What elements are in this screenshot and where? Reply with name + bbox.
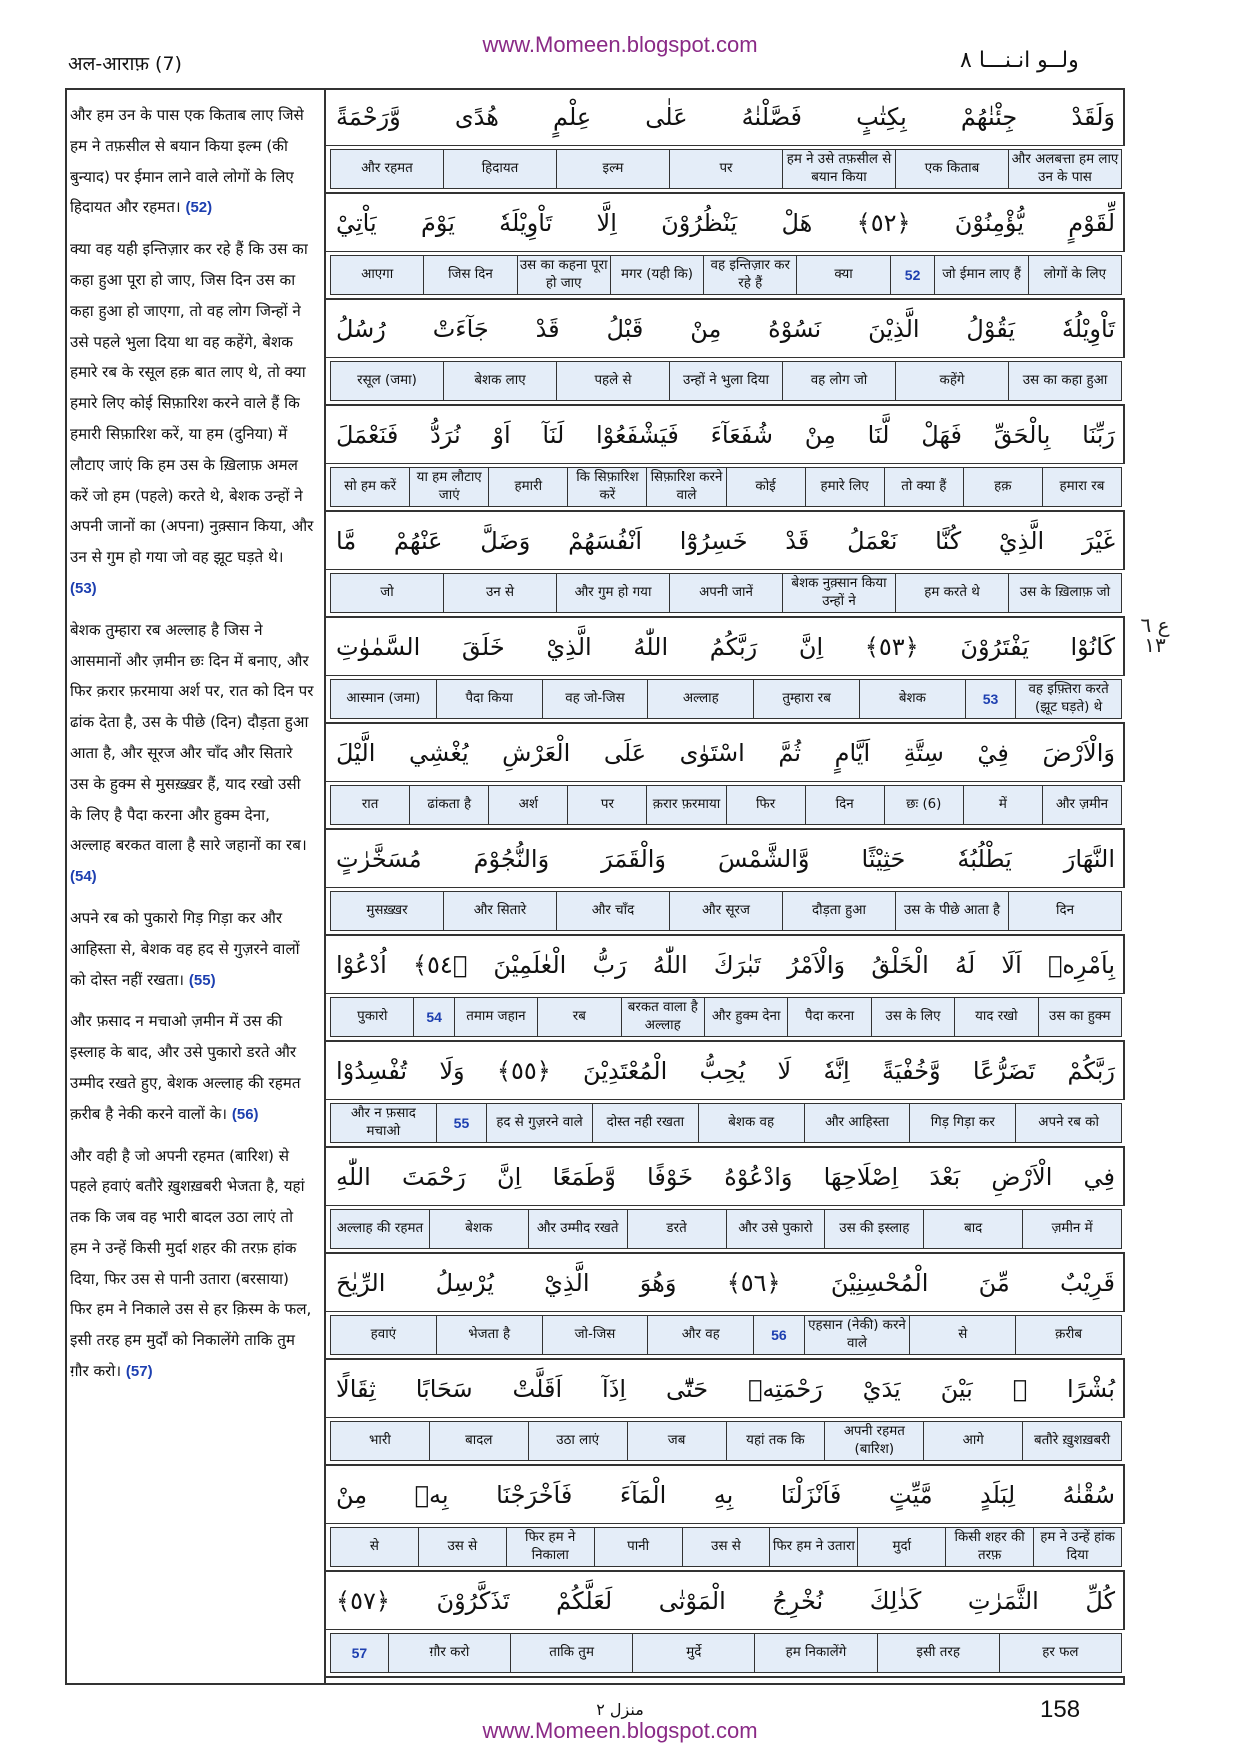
word-meaning-cell: में: [963, 785, 1043, 825]
word-meaning-cell: भेजता है: [436, 1315, 543, 1355]
word-meaning-cell: हम करते थे: [895, 573, 1009, 613]
word-meaning-cell: आएगा: [330, 255, 424, 295]
word-meaning-cell: गिड़ गिड़ा कर: [909, 1103, 1016, 1143]
arabic-verse-line: غَيْرَ الَّذِيْ كُنَّا نَعْمَلُ قَدْ خَسِرُوْٓا اَنْفُسَهُمْ وَضَلَّ عَنْهُمْ مَّا: [326, 512, 1125, 570]
word-meaning-cell: मगर (यही कि): [610, 255, 704, 295]
word-meaning-cell: बेशक: [859, 679, 966, 719]
word-meaning-cell: वह जो-जिस: [542, 679, 649, 719]
verse-number: (55): [188, 971, 216, 989]
word-meaning-cell: हमारा रब: [1042, 467, 1122, 507]
word-meaning-cell: छः (6): [884, 785, 964, 825]
word-meaning-row: [326, 358, 1125, 406]
translation-text: अपने रब को पुकारो गिड़ गिड़ा कर और आहिस्ता से, बेशक वह हद से गुज़रने वालों को दोस्त नहीं रखता।: [70, 908, 300, 989]
word-meaning-cell: उन्हों ने भुला दिया: [669, 361, 783, 401]
word-meaning-cell: उन से: [443, 573, 557, 613]
word-meaning-cell: पानी: [594, 1527, 683, 1567]
word-meaning-cell: लोगों के लिए: [1028, 255, 1122, 295]
manzil-label: منزل ٢: [596, 1700, 644, 1719]
word-meaning-cell: उठा लाएं: [528, 1421, 628, 1461]
word-meaning-cell: या हम लौटाए जाएं: [409, 467, 489, 507]
word-meaning-cell: उस का हुक्म: [1038, 997, 1122, 1037]
verse-number: (53): [70, 579, 97, 597]
juz-title: ولــو انـنـــا ٨: [960, 48, 1079, 73]
word-meaning-cell: एक किताब: [895, 149, 1009, 189]
word-meaning-cell: तो क्या हैं: [884, 467, 964, 507]
verse-number-cell: 54: [413, 997, 454, 1037]
word-meaning-row: [326, 994, 1125, 1042]
word-meaning-cell: और आहिस्ता: [804, 1103, 911, 1143]
verse-number-cell: 53: [965, 679, 1016, 719]
word-meaning-row: [326, 146, 1125, 194]
word-meaning-cell: उस के ख़िलाफ़ जो: [1008, 573, 1122, 613]
word-meaning-cell: और वह: [647, 1315, 754, 1355]
word-meaning-cell: बेशक वह: [698, 1103, 805, 1143]
verse-number: (54): [70, 868, 97, 886]
word-meaning-cell: दौड़ता हुआ: [782, 891, 896, 931]
word-meaning-cell: उस से: [418, 1527, 507, 1567]
arabic-verse-line: قَرِيْبٌ مِّنَ الْمُحْسِنِيْنَ ﴿٥٦﴾ وَهُوَ الَّذِيْ يُرْسِلُ الرِّيٰحَ: [326, 1254, 1125, 1312]
verse-number-cell: 56: [753, 1315, 804, 1355]
word-meaning-row: [326, 1312, 1125, 1360]
verse-number: (56): [231, 1105, 259, 1123]
arabic-verse-line: كُلِّ الثَّمَرٰتِ كَذٰلِكَ نُخْرِجُ الْمَوْتٰى لَعَلَّكُمْ تَذَكَّرُوْنَ ﴿٥٧﴾: [326, 1572, 1125, 1630]
word-meaning-cell: अल्लाह की रहमत: [330, 1209, 430, 1249]
word-meaning-cell: बाद: [923, 1209, 1023, 1249]
word-meaning-cell: जो: [330, 573, 444, 613]
word-meaning-cell: कोई: [726, 467, 806, 507]
word-meaning-cell: और ज़मीन: [1042, 785, 1122, 825]
translation-paragraph: [70, 615, 314, 893]
word-meaning-cell: कि सिफ़ारिश करें: [567, 467, 647, 507]
word-meaning-cell: और सितारे: [443, 891, 557, 931]
translation-text: और फ़साद न मचाओ ज़मीन में उस की इस्लाह के बाद, और उसे पुकारो डरते और उम्मीद रखते हुए, बेशक अल्लाह की रहमत क़रीब है नेकी करने वालों के।: [70, 1012, 301, 1123]
word-meaning-cell: मुर्दा: [857, 1527, 946, 1567]
word-meaning-cell: बादल: [429, 1421, 529, 1461]
word-meaning-cell: दोस्त नही रखता: [592, 1103, 699, 1143]
word-meaning-cell: ताकि तुम: [510, 1633, 633, 1673]
word-meaning-cell: हवाएं: [330, 1315, 437, 1355]
translation-paragraph: [70, 1141, 314, 1388]
translation-paragraph: [70, 903, 314, 996]
word-meaning-cell: सो हम करें: [330, 467, 410, 507]
word-meaning-cell: से: [330, 1527, 419, 1567]
word-meaning-cell: अपनी जानें: [669, 573, 783, 613]
word-meaning-cell: उस के लिए: [871, 997, 955, 1037]
word-meaning-cell: हमारी: [488, 467, 568, 507]
word-meaning-cell: और न फ़साद मचाओ: [330, 1103, 437, 1143]
arabic-verse-line: تَاْوِيْلُهٗ يَقُوْلُ الَّذِيْنَ نَسُوْهُ مِنْ قَبْلُ قَدْ جَآءَتْ رُسُلُ: [326, 300, 1125, 358]
word-meaning-cell: जब: [627, 1421, 727, 1461]
word-meaning-cell: और अलबत्ता हम लाए उन के पास: [1008, 149, 1122, 189]
word-meaning-cell: पर: [567, 785, 647, 825]
word-meaning-cell: हिदायत: [443, 149, 557, 189]
word-meaning-cell: तुम्हारा रब: [753, 679, 860, 719]
verse-number-cell: 55: [436, 1103, 487, 1143]
word-meaning-cell: रात: [330, 785, 410, 825]
word-meaning-cell: जिस दिन: [423, 255, 517, 295]
word-meaning-cell: क्या: [796, 255, 890, 295]
word-meaning-cell: ज़मीन में: [1022, 1209, 1122, 1249]
translation-paragraph: [70, 234, 314, 605]
word-meaning-cell: ढांकता है: [409, 785, 489, 825]
word-meaning-cell: यहां तक कि: [726, 1421, 826, 1461]
word-meaning-cell: मुसख़्ख़र: [330, 891, 444, 931]
word-meaning-row: [326, 1206, 1125, 1254]
word-meaning-cell: हद से गुज़रने वाले: [486, 1103, 593, 1143]
word-meaning-cell: उस का कहना पूरा हो जाए: [517, 255, 611, 295]
word-meaning-cell: रब: [537, 997, 621, 1037]
translation-text: और वही है जो अपनी रहमत (बारिश) से पहले हवाएं बतौरे ख़ुशख़बरी भेजता है, यहां तक कि जब वह भारी बादल उठा लाएं तो हम ने उन्हें किसी मुर्दा शहर की तरफ़ हांक दिया, फिर उस से पानी उतारा (बरसाया) फिर हम ने निकाले उस से हर क़िस्म के फल, इसी तरह हम मुर्दों को निकालेंगे ताकि तुम ग़ौर करो।: [70, 1146, 312, 1381]
word-meaning-cell: फिर: [726, 785, 806, 825]
verse-number-cell: 57: [330, 1633, 389, 1673]
word-meaning-cell: अर्श: [488, 785, 568, 825]
word-meaning-row: [326, 782, 1125, 830]
site-url-bottom[interactable]: www.Momeen.blogspot.com: [482, 1718, 758, 1743]
arabic-verse-line: رَبِّنَا بِالْحَقِّ فَهَلْ لَّنَا مِنْ شُفَعَآءَ فَيَشْفَعُوْا لَنَآ اَوْ نُرَدُّ فَنَعْمَلَ: [326, 406, 1125, 464]
translation-paragraph: [70, 100, 314, 224]
word-meaning-cell: और चाँद: [556, 891, 670, 931]
ruku-marker: ع ٦ ١٣: [1140, 613, 1170, 657]
word-meaning-cell: बेशक लाए: [443, 361, 557, 401]
word-meaning-cell: हर फल: [999, 1633, 1122, 1673]
translation-text: और हम उन के पास एक किताब लाए जिसे हम ने तफ़सील से बयान किया इल्म (की बुन्याद) पर ईमान लाने वाले लोगों के लिए हिदायत और रहमत।: [70, 106, 304, 217]
word-meaning-cell: इसी तरह: [877, 1633, 1000, 1673]
word-meaning-cell: से: [909, 1315, 1016, 1355]
word-meaning-cell: एहसान (नेकी) करने वाले: [804, 1315, 911, 1355]
translation-column: [65, 88, 326, 1685]
arabic-verse-line: رَبَّكُمْ تَضَرُّعًا وَّخُفْيَةً اِنَّهٗ لَا يُحِبُّ الْمُعْتَدِيْنَ ﴿٥٥﴾ وَلَا تُفْسِدُوْا: [326, 1042, 1125, 1100]
word-meaning-cell: और उसे पुकारो: [726, 1209, 826, 1249]
word-meaning-cell: बरकत वाला है अल्लाह: [621, 997, 705, 1037]
word-meaning-cell: पुकारो: [330, 997, 414, 1037]
word-meaning-cell: बेशक: [429, 1209, 529, 1249]
word-meaning-row: [326, 1418, 1125, 1466]
word-meaning-cell: वह इफ़्तिरा करते (झूट घड़ते) थे: [1015, 679, 1122, 719]
arabic-verse-line: لِّقَوْمٍ يُّؤْمِنُوْنَ ﴿٥٢﴾ هَلْ يَنْظُرُوْنَ اِلَّا تَاْوِيْلَهٗ يَوْمَ يَاْتِيْ: [326, 194, 1125, 252]
word-meaning-cell: दिन: [1008, 891, 1122, 931]
word-meaning-cell: उस से: [682, 1527, 771, 1567]
word-meaning-cell: भारी: [330, 1421, 430, 1461]
word-meaning-cell: और गुम हो गया: [556, 573, 670, 613]
word-meaning-cell: अल्लाह: [647, 679, 754, 719]
verse-number-cell: 52: [890, 255, 936, 295]
word-meaning-row: [326, 1524, 1125, 1572]
word-meaning-cell: रसूल (जमा): [330, 361, 444, 401]
verse-number: (57): [125, 1363, 153, 1381]
word-meaning-row: [326, 1630, 1125, 1678]
arabic-verse-line: فِي الْاَرْضِ بَعْدَ اِصْلَاحِهَا وَادْعُوْهُ خَوْفًا وَّطَمَعًا اِنَّ رَحْمَتَ اللّٰهِ: [326, 1148, 1125, 1206]
translation-text: क्या वह यही इन्तिज़ार कर रहे हैं कि उस का कहा हुआ पूरा हो जाए, जिस दिन उस का कहा हुआ हो जाएगा, तो वह लोग जिन्हों ने उसे पहले भुला दिया था वह कहेंगे, बेशक हमारे रब के रसूल हक़ बात लाए थे, तो क्या हमारे लिए कोई सिफ़ारिश करने वाले हैं कि हमारी सिफ़ारिश करें, या हम (दुनिया) में लौटाए जाएं कि हम उस के ख़िलाफ़ अमल करें जो हम (पहले) करते थे, बेशक उन्हों ने अपनी जानों का (अपना) नुक़्सान किया, और उन से गुम हो गया जो वह झूट घड़ते थे।: [70, 240, 314, 567]
verse-number: (52): [185, 199, 213, 217]
word-meaning-cell: उस की इस्लाह: [824, 1209, 924, 1249]
word-meaning-cell: तमाम जहान: [454, 997, 538, 1037]
word-meaning-cell: और उम्मीद रखते: [528, 1209, 628, 1249]
translation-paragraph: [70, 1006, 314, 1130]
word-meaning-cell: फिर हम ने उतारा: [769, 1527, 858, 1567]
word-meaning-cell: उस के पीछे आता है: [895, 891, 1009, 931]
word-meaning-cell: बेशक नुक़्सान किया उन्हों ने: [782, 573, 896, 613]
word-meaning-cell: पैदा किया: [436, 679, 543, 719]
word-meaning-cell: वह इन्तिज़ार कर रहे हैं: [703, 255, 797, 295]
word-meaning-row: [326, 252, 1125, 300]
word-meaning-cell: अपनी रहमत (बारिश): [824, 1421, 924, 1461]
word-meaning-row: [326, 888, 1125, 936]
translation-text: बेशक तुम्हारा रब अल्लाह है जिस ने आसमानों और ज़मीन छः दिन में बनाए, और फिर क़रार फ़रमाया अर्श पर, रात को दिन पर ढांक देता है, उस के पीछे (दिन) दौड़ता हुआ आता है, और सूरज और चाँद और सितारे उस के हुक्म से मुसख़्ख़र हैं, याद रखो उसी के लिए है पैदा करना और हुक्म देना, अल्लाह बरकत वाला है सारे जहानों का रब।: [70, 620, 314, 855]
word-meaning-cell: और हुक्म देना: [704, 997, 788, 1037]
word-meaning-cell: इल्म: [556, 149, 670, 189]
arabic-verse-line: النَّهَارَ يَطْلُبُهٗ حَثِيْثًا وَّالشَّمْسَ وَالْقَمَرَ وَالنُّجُوْمَ مُسَخَّرٰتٍ: [326, 830, 1125, 888]
word-meaning-row: [326, 464, 1125, 512]
word-meaning-cell: और सूरज: [669, 891, 783, 931]
word-meaning-row: [326, 1100, 1125, 1148]
word-meaning-cell: अपने रब को: [1015, 1103, 1122, 1143]
word-meaning-row: [326, 676, 1125, 724]
word-meaning-cell: क़रार फ़रमाया: [646, 785, 726, 825]
word-meaning-cell: सिफ़ारिश करने वाले: [646, 467, 726, 507]
word-meaning-cell: हम निकालेंगे: [754, 1633, 877, 1673]
arabic-verse-line: وَالْاَرْضَ فِيْ سِتَّةِ اَيَّامٍ ثُمَّ اسْتَوٰى عَلَى الْعَرْشِ يُغْشِي الَّيْلَ: [326, 724, 1125, 782]
word-meaning-row: [326, 570, 1125, 618]
word-meaning-cell: हक़: [963, 467, 1043, 507]
word-meaning-cell: कहेंगे: [895, 361, 1009, 401]
word-meaning-cell: हमारे लिए: [805, 467, 885, 507]
word-meaning-cell: आस्मान (जमा): [330, 679, 437, 719]
word-meaning-cell: किसी शहर की तरफ़: [945, 1527, 1034, 1567]
word-meaning-cell: क़रीब: [1015, 1315, 1122, 1355]
word-meaning-cell: दिन: [805, 785, 885, 825]
word-meaning-cell: पहले से: [556, 361, 670, 401]
word-meaning-cell: डरते: [627, 1209, 727, 1249]
word-meaning-cell: हम ने उन्हें हांक दिया: [1033, 1527, 1122, 1567]
word-meaning-cell: बतौरे ख़ुशख़बरी: [1022, 1421, 1122, 1461]
site-url-top[interactable]: www.Momeen.blogspot.com: [482, 32, 758, 57]
word-meaning-cell: जो ईमान लाए हैं: [934, 255, 1028, 295]
word-meaning-cell: वह लोग जो: [782, 361, 896, 401]
arabic-verse-line: سُقْنٰهُ لِبَلَدٍ مَّيِّتٍ فَاَنْزَلْنَا بِهِ الْمَآءَ فَاَخْرَجْنَا بِهٖ مِنْ: [326, 1466, 1125, 1524]
word-meaning-cell: याद रखो: [954, 997, 1038, 1037]
word-by-word-table: [326, 88, 1125, 1678]
arabic-verse-line: بُشْرًا ۢ بَيْنَ يَدَيْ رَحْمَتِهٖ حَتّٰٓى اِذَآ اَقَلَّتْ سَحَابًا ثِقَالًا: [326, 1360, 1125, 1418]
word-meaning-cell: और रहमत: [330, 149, 444, 189]
word-meaning-cell: फिर हम ने निकाला: [506, 1527, 595, 1567]
word-meaning-cell: आगे: [923, 1421, 1023, 1461]
arabic-verse-line: كَانُوْا يَفْتَرُوْنَ ﴿٥٣﴾ اِنَّ رَبَّكُمُ اللّٰهُ الَّذِيْ خَلَقَ السَّمٰوٰتِ: [326, 618, 1125, 676]
arabic-verse-line: بِاَمْرِهٖ اَلَا لَهُ الْخَلْقُ وَالْاَمْرُ تَبٰرَكَ اللّٰهُ رَبُّ الْعٰلَمِيْنَ ﴿٥٤﴾ اُدْعُوْا: [326, 936, 1125, 994]
page-number: 158: [1040, 1696, 1081, 1723]
word-meaning-cell: मुर्दे: [632, 1633, 755, 1673]
word-meaning-cell: पर: [669, 149, 783, 189]
word-meaning-cell: पैदा करना: [787, 997, 871, 1037]
word-meaning-cell: जो-जिस: [542, 1315, 649, 1355]
word-meaning-cell: हम ने उसे तफ़सील से बयान किया: [782, 149, 896, 189]
word-meaning-cell: उस का कहा हुआ: [1008, 361, 1122, 401]
word-meaning-cell: ग़ौर करो: [388, 1633, 511, 1673]
surah-title: अल-आराफ़ (7): [68, 53, 182, 75]
arabic-verse-line: وَلَقَدْ جِئْنٰهُمْ بِكِتٰبٍ فَصَّلْنٰهُ عَلٰى عِلْمٍ هُدًى وَّرَحْمَةً: [326, 88, 1125, 146]
